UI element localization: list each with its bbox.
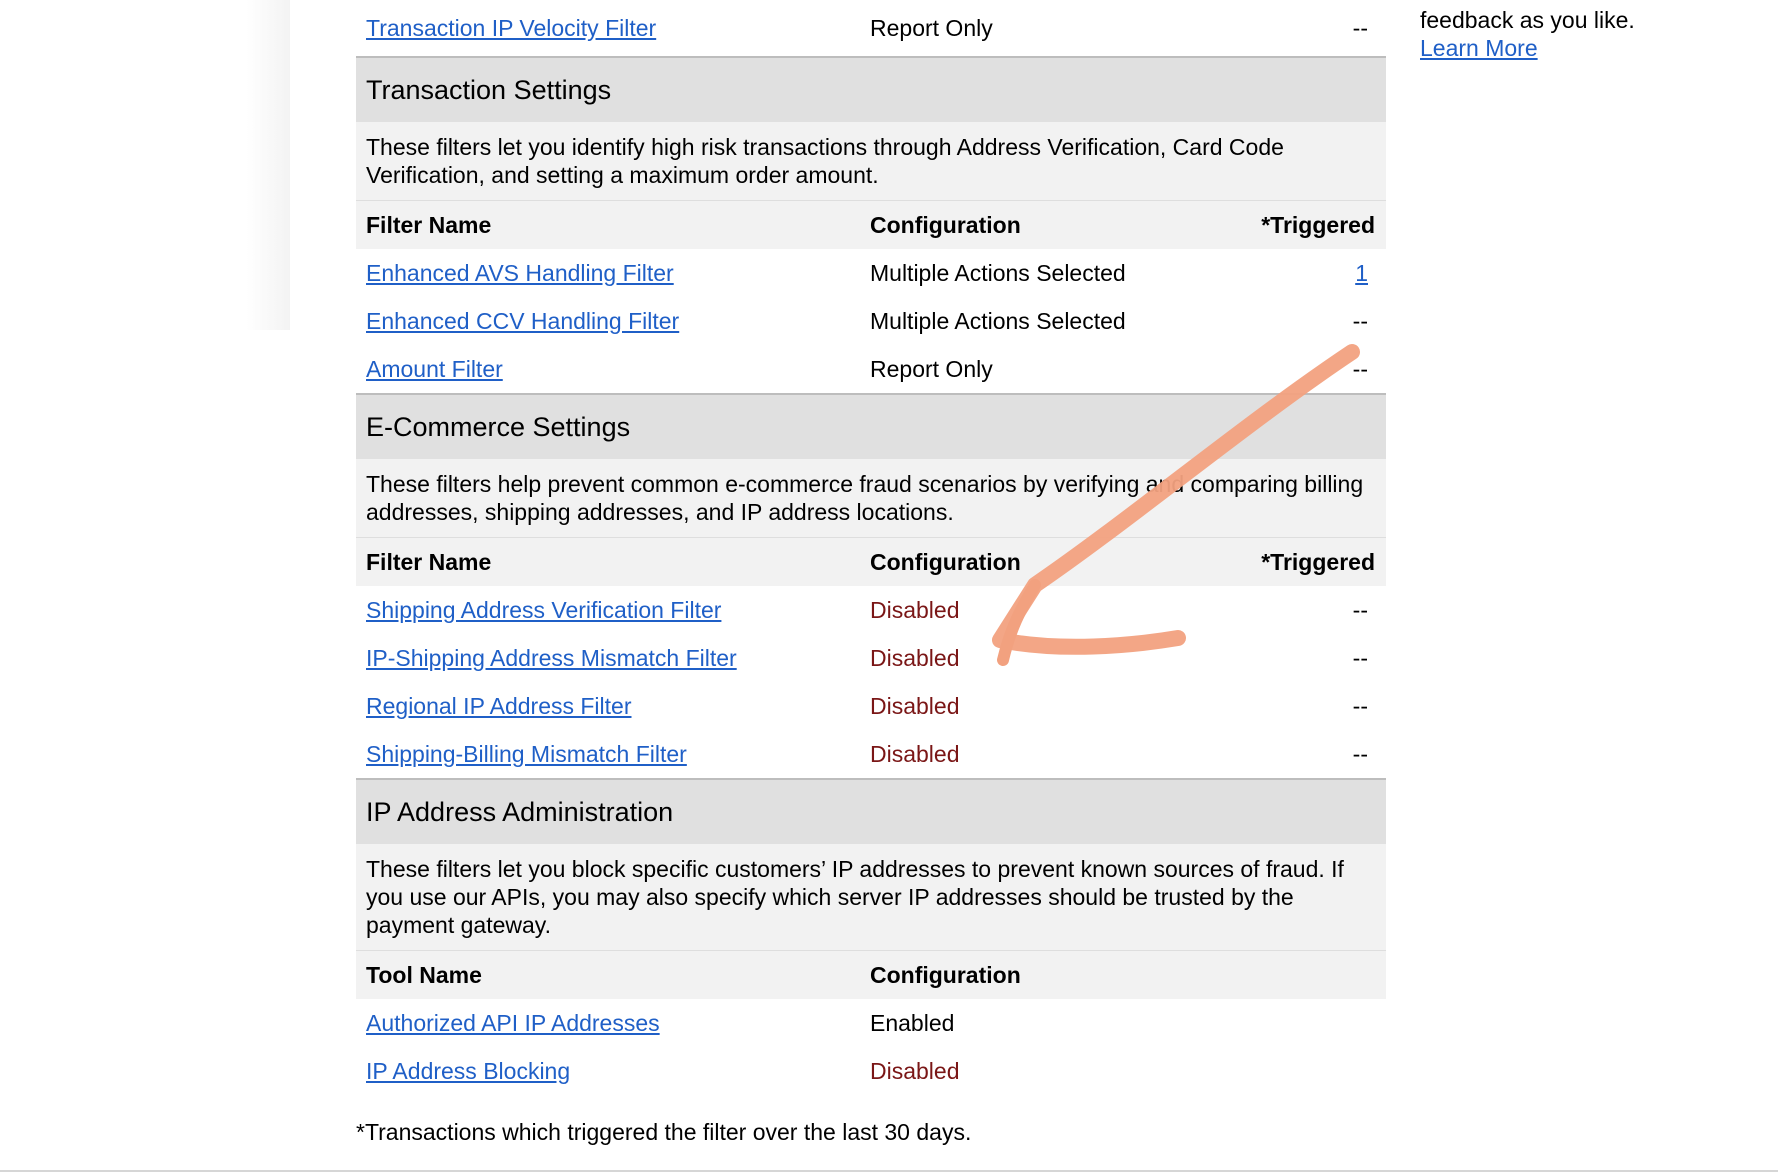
left-panel-edge (0, 0, 290, 330)
tool-link-ip-address-blocking[interactable]: IP Address Blocking (366, 1057, 571, 1084)
filter-config: Disabled (870, 740, 960, 767)
header-configuration: Configuration (870, 548, 1021, 575)
section-title-ip-address-administration: IP Address Administration (356, 780, 1386, 844)
section-title-transaction-settings: Transaction Settings (356, 58, 1386, 122)
section-title-ecommerce-settings: E-Commerce Settings (356, 395, 1386, 459)
feedback-text: feedback as you like. (1420, 7, 1635, 33)
filter-triggered: -- (1352, 596, 1368, 623)
filter-triggered: -- (1352, 307, 1368, 334)
header-filter-name: Filter Name (366, 548, 492, 575)
table-row (356, 1047, 1386, 1095)
table-row (356, 999, 1386, 1047)
fraud-filters-panel (356, 0, 1386, 1095)
tool-link-authorized-api-ip[interactable]: Authorized API IP Addresses (366, 1009, 660, 1036)
filter-config: Report Only (870, 14, 993, 41)
filter-link-regional-ip[interactable]: Regional IP Address Filter (366, 692, 632, 719)
learn-more-link[interactable]: Learn More (1420, 35, 1538, 61)
filter-triggered: -- (1352, 692, 1368, 719)
table-row (356, 249, 1386, 297)
filter-link-shipping-billing-mismatch[interactable]: Shipping-Billing Mismatch Filter (366, 740, 687, 767)
filter-link-enhanced-ccv[interactable]: Enhanced CCV Handling Filter (366, 307, 680, 334)
header-configuration: Configuration (870, 211, 1021, 238)
table-row (356, 634, 1386, 682)
filter-triggered: -- (1352, 355, 1368, 382)
table-row (356, 730, 1386, 780)
filter-triggered: -- (1352, 740, 1368, 767)
triggered-count-link[interactable]: 1 (1355, 259, 1368, 286)
filter-config: Disabled (870, 596, 960, 623)
filter-link-enhanced-avs[interactable]: Enhanced AVS Handling Filter (366, 259, 674, 286)
header-configuration: Configuration (870, 961, 1021, 988)
table-header (356, 538, 1386, 586)
header-triggered: *Triggered (1261, 548, 1375, 575)
header-tool-name: Tool Name (366, 961, 482, 988)
feedback-sidebar (1420, 6, 1635, 62)
section-description: These filters let you block specific customers’ IP addresses to prevent known sources of fraud. If you use our APIs, you may also specify which server IP addresses should be trusted by the payment gateway. (356, 844, 1386, 951)
section-description: These filters let you identify high risk transactions through Address Verification, Card Code Verification, and setting a maximum order amount. (356, 122, 1386, 201)
table-row (356, 345, 1386, 395)
filter-link-transaction-ip-velocity[interactable]: Transaction IP Velocity Filter (366, 14, 657, 41)
table-header (356, 951, 1386, 999)
filter-link-shipping-address-verification[interactable]: Shipping Address Verification Filter (366, 596, 722, 623)
table-row (356, 682, 1386, 730)
triggered-footnote: *Transactions which triggered the filter over the last 30 days. (356, 1119, 972, 1145)
table-row (356, 0, 1386, 58)
filter-config: Disabled (870, 644, 960, 671)
table-row (356, 586, 1386, 634)
filter-link-ip-shipping-mismatch[interactable]: IP-Shipping Address Mismatch Filter (366, 644, 737, 671)
table-header (356, 201, 1386, 249)
table-row (356, 297, 1386, 345)
filter-triggered: -- (1352, 644, 1368, 671)
section-description: These filters help prevent common e-commerce fraud scenarios by verifying and comparing billing addresses, shipping addresses, and IP address locations. (356, 459, 1386, 538)
filter-link-amount[interactable]: Amount Filter (366, 355, 503, 382)
tool-config: Disabled (870, 1057, 960, 1084)
filter-config: Report Only (870, 355, 993, 382)
header-triggered: *Triggered (1261, 211, 1375, 238)
filter-config: Multiple Actions Selected (870, 259, 1126, 286)
filter-config: Multiple Actions Selected (870, 307, 1126, 334)
filter-config: Disabled (870, 692, 960, 719)
page-divider (0, 1170, 1778, 1172)
tool-config: Enabled (870, 1009, 955, 1036)
header-filter-name: Filter Name (366, 211, 492, 238)
filter-triggered: -- (1352, 14, 1368, 41)
